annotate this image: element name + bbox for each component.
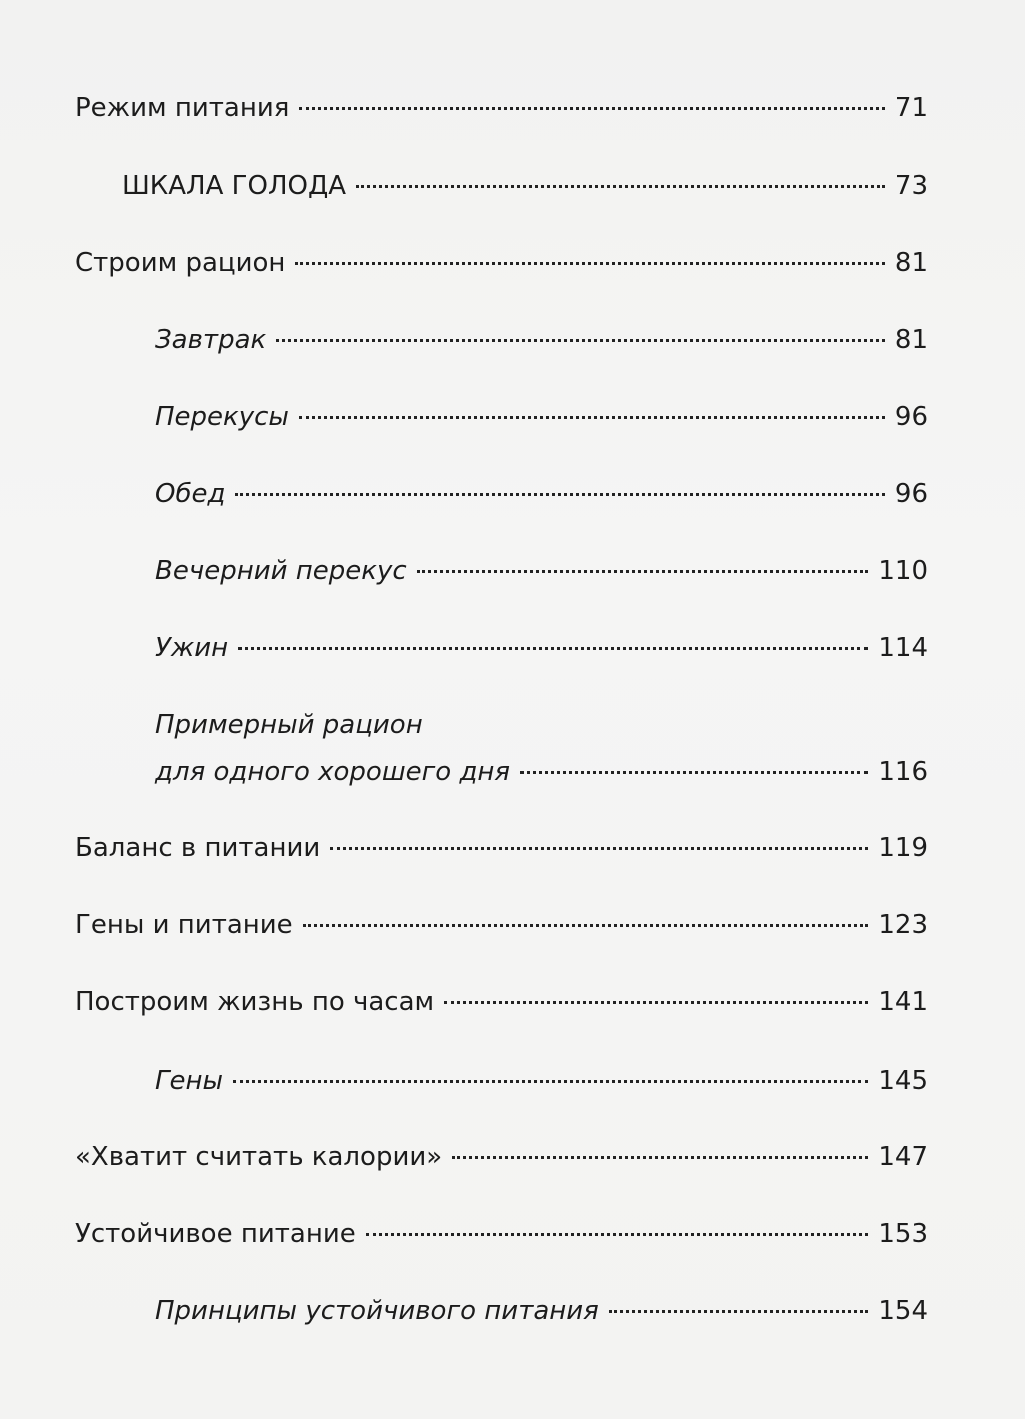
dot-leader: [520, 771, 868, 774]
toc-entry-title: Перекусы: [155, 402, 289, 432]
toc-entry: [75, 1141, 928, 1173]
toc-entry-title: Баланс в питании: [75, 833, 321, 863]
dot-leader: [444, 1001, 868, 1004]
toc-entry-page: 119: [878, 833, 928, 863]
toc-entry: [75, 170, 928, 202]
toc-entry: [75, 1218, 928, 1250]
toc-entry-page: 96: [894, 402, 928, 432]
dot-leader: [235, 493, 884, 496]
toc-entry-title-line1: Примерный рацион: [155, 710, 423, 740]
toc-entry-title: «Хватит считать калории»: [75, 1142, 443, 1172]
dot-leader: [417, 570, 869, 573]
toc-entry: [75, 632, 928, 664]
toc-entry-title: Завтрак: [155, 325, 267, 355]
dot-leader: [303, 924, 869, 927]
toc-entry-page: 81: [894, 248, 928, 278]
toc-entry-page: 110: [878, 556, 928, 586]
toc-entry-title: Обед: [155, 479, 226, 509]
toc-entry-page: 73: [894, 171, 928, 201]
toc-entry: [75, 832, 928, 864]
dot-leader: [276, 339, 885, 342]
toc-entry-page: 123: [878, 910, 928, 940]
toc-entry: [75, 1295, 928, 1327]
dot-leader: [295, 262, 884, 265]
toc-entry: [75, 756, 928, 788]
toc-entry-page: 141: [878, 987, 928, 1017]
toc-entry-page: 81: [894, 325, 928, 355]
dot-leader: [299, 416, 885, 419]
toc-entry-title: для одного хорошего дня: [155, 757, 511, 787]
toc-entry-page: 116: [878, 757, 928, 787]
toc-entry-page: 154: [878, 1296, 928, 1326]
dot-leader: [609, 1310, 869, 1313]
toc-entry-title: Принципы устойчивого питания: [155, 1296, 599, 1326]
dot-leader: [356, 185, 885, 188]
toc-entry-title: Строим рацион: [75, 248, 286, 278]
toc-entry-title: Ужин: [155, 633, 229, 663]
toc-entry: [75, 478, 928, 510]
toc-entry-page: 147: [878, 1142, 928, 1172]
toc-entry: [75, 555, 928, 587]
toc-entry: [75, 401, 928, 433]
toc-entry: [75, 909, 928, 941]
dot-leader: [233, 1080, 868, 1083]
toc-entry-page: 114: [878, 633, 928, 663]
dot-leader: [330, 847, 868, 850]
toc-entry-title: ШКАЛА ГОЛОДА: [122, 171, 347, 201]
dot-leader: [366, 1233, 869, 1236]
toc-entry: [75, 986, 928, 1018]
dot-leader: [299, 107, 885, 110]
toc-entry-page: 145: [878, 1066, 928, 1096]
toc-entry-page: 71: [894, 93, 928, 123]
toc-entry: [75, 1065, 928, 1097]
toc-entry-title: Режим питания: [75, 93, 290, 123]
dot-leader: [238, 647, 868, 650]
toc-entry-page: 153: [878, 1219, 928, 1249]
toc-entry: [75, 324, 928, 356]
toc-entry-title: Гены и питание: [75, 910, 293, 940]
toc-entry-title: Построим жизнь по часам: [75, 987, 435, 1017]
toc-entry: [75, 247, 928, 279]
toc-entry-title: Гены: [155, 1066, 224, 1096]
toc-entry-title: Устойчивое питание: [75, 1219, 356, 1249]
dot-leader: [452, 1156, 868, 1159]
toc-entry-title: Вечерний перекус: [155, 556, 407, 586]
toc-entry-page: 96: [894, 479, 928, 509]
toc-entry: [75, 92, 928, 124]
